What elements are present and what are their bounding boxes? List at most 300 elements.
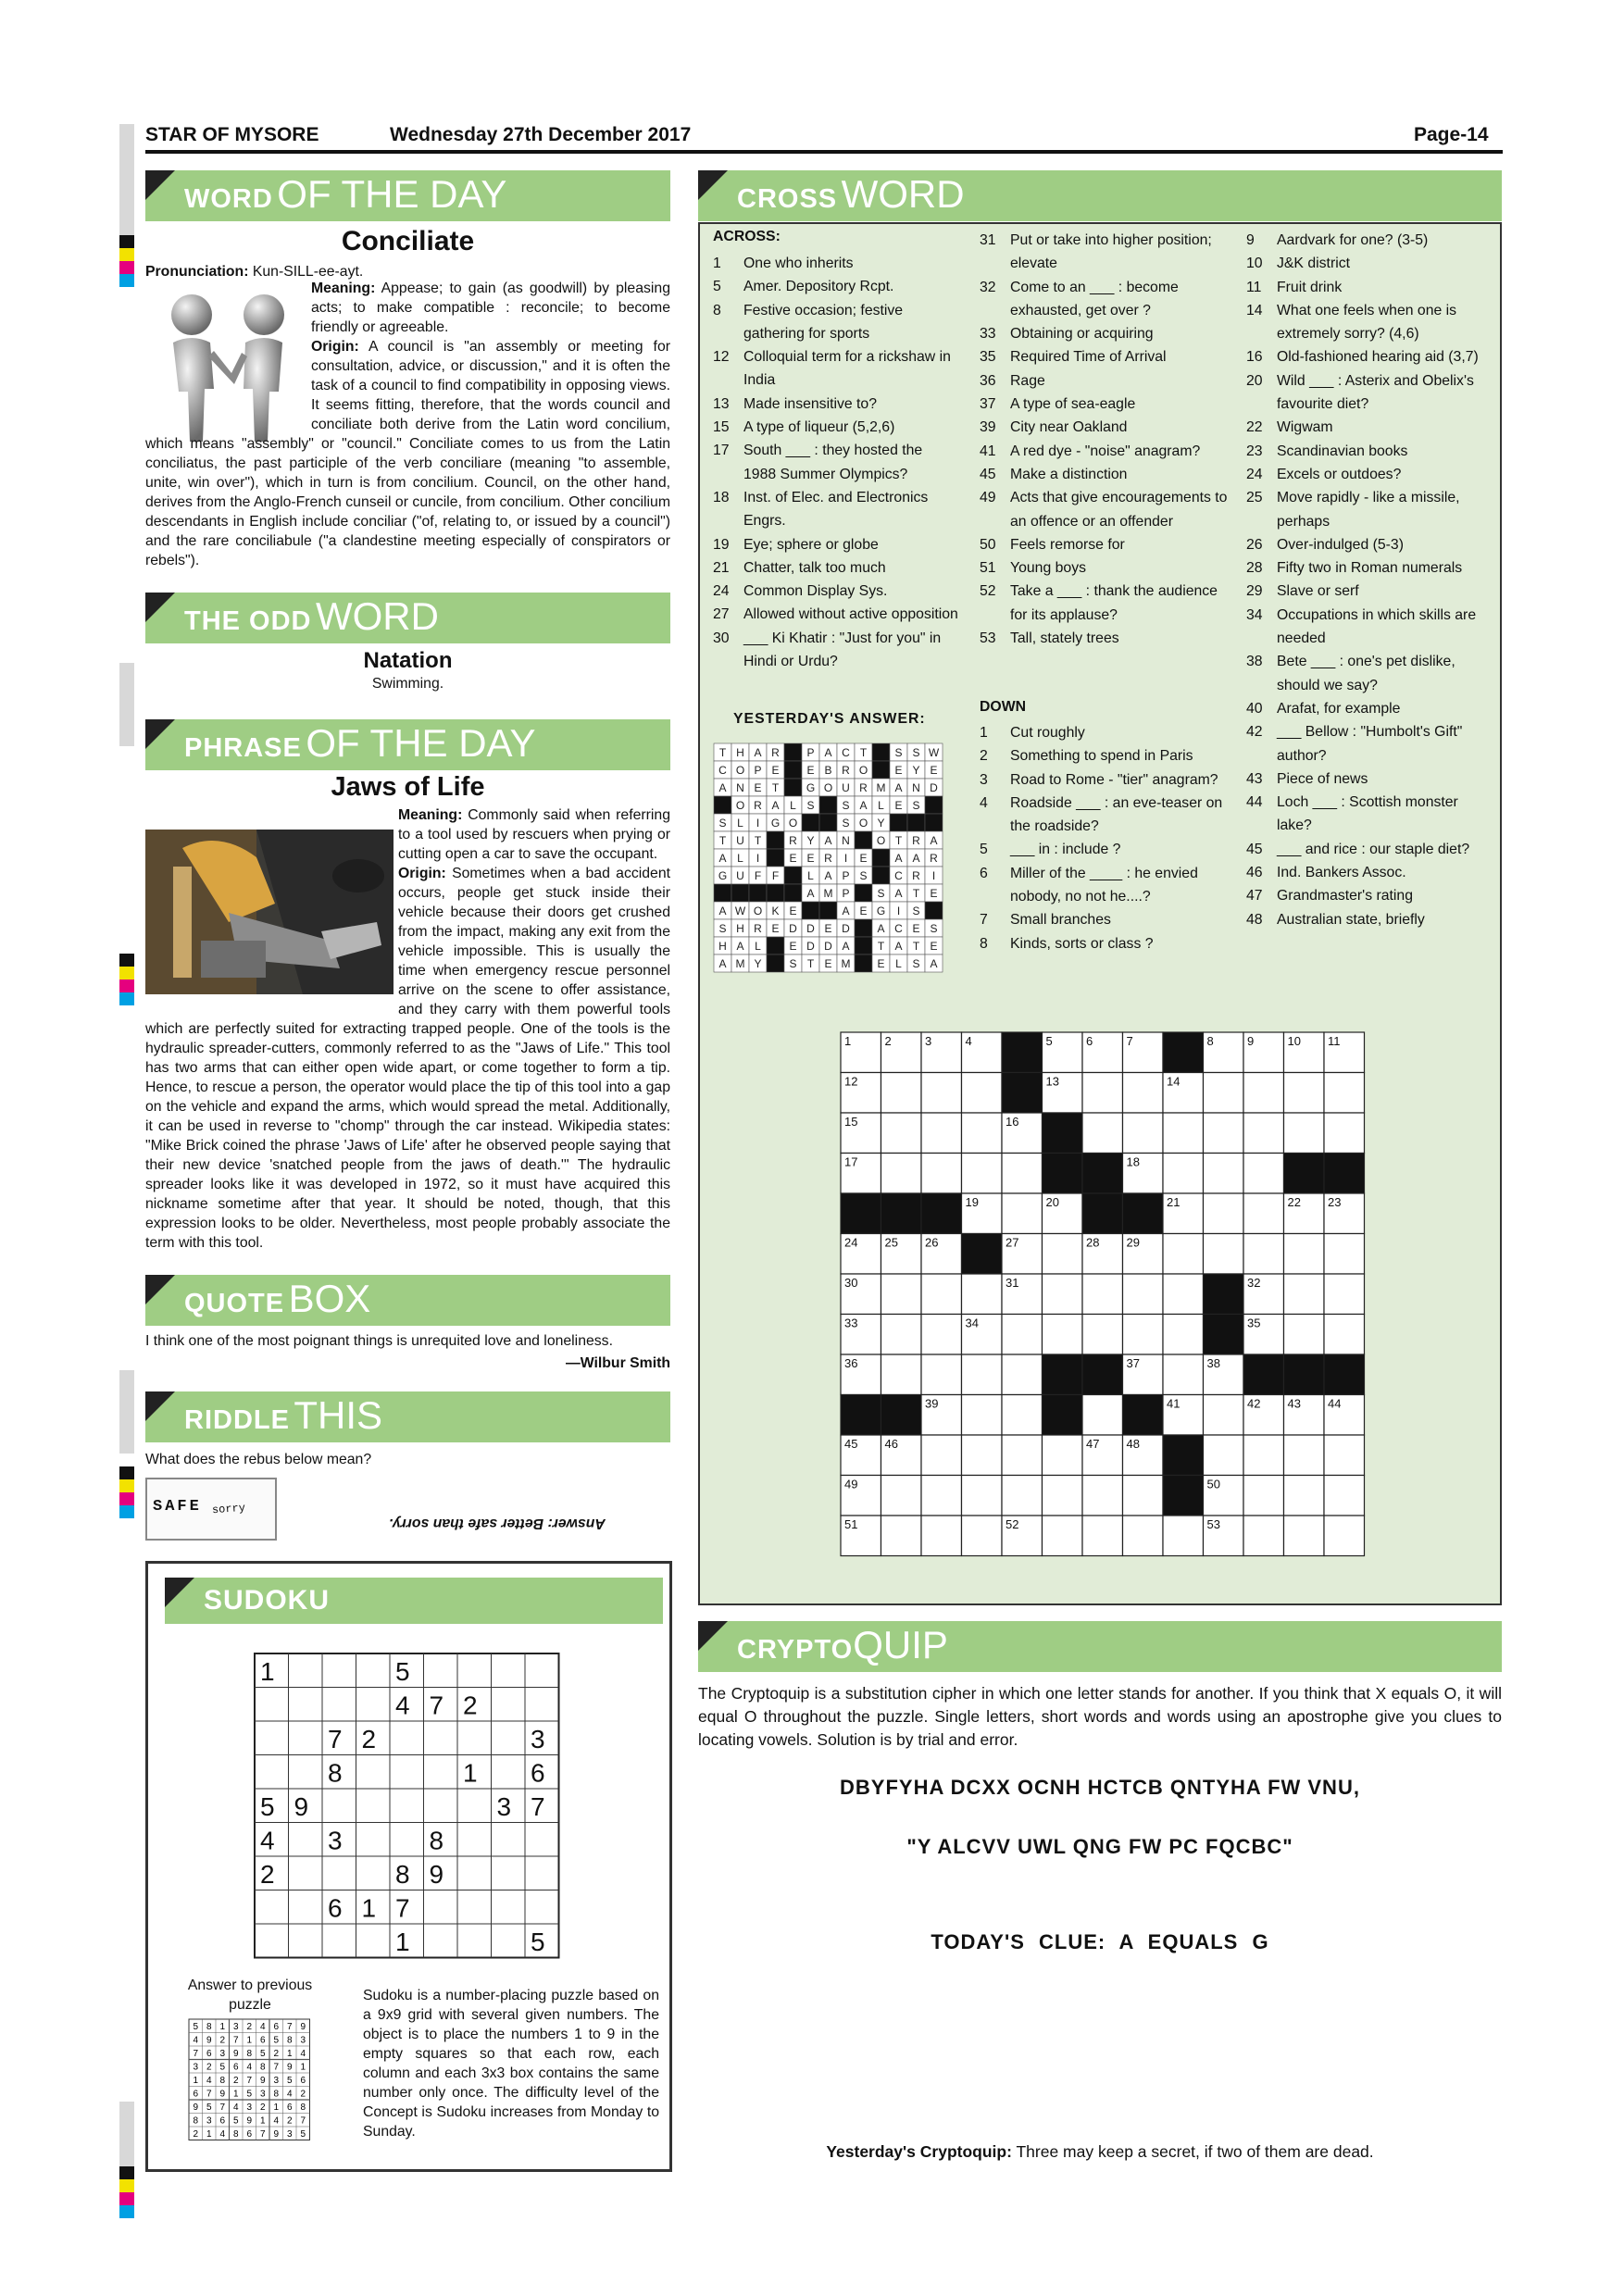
clue: [713, 439, 958, 486]
sudoku-cell[interactable]: [290, 1756, 322, 1789]
crossword-cell[interactable]: [1163, 1274, 1204, 1315]
registration-bar: [119, 261, 134, 274]
clue-text: Miller of the ____ : he envied nobody, no not he....?: [1010, 865, 1198, 905]
sudoku-answer-digit: 9: [219, 2089, 226, 2100]
sudoku-answer-digit: 1: [232, 2089, 239, 2100]
clue-text: Kinds, sorts or class ?: [1010, 935, 1154, 952]
sudoku-answer-digit: 8: [300, 2103, 306, 2113]
sudoku-cell[interactable]: [391, 1756, 423, 1789]
crossword-cell[interactable]: [1123, 1315, 1164, 1355]
sudoku-cell[interactable]: [425, 1722, 457, 1754]
sudoku-cell[interactable]: [458, 1925, 491, 1957]
answer-letter: S: [912, 746, 920, 759]
sudoku-given: 2: [463, 1691, 478, 1720]
crossword-cell[interactable]: [1163, 1154, 1204, 1194]
sudoku-cell[interactable]: [493, 1824, 525, 1856]
sudoku-cell[interactable]: [323, 1654, 356, 1687]
registration-bar: [119, 954, 134, 967]
sudoku-cell[interactable]: [357, 1654, 390, 1687]
clue: [1246, 556, 1496, 580]
registration-bar: [119, 992, 134, 1005]
answer-letter: A: [894, 887, 903, 900]
across-clues-col2: [980, 229, 1230, 650]
clue-text: Make a distinction: [1010, 466, 1128, 482]
crossword-cell[interactable]: [1002, 1193, 1043, 1234]
clue-text: Cut roughly: [1010, 725, 1085, 741]
clue-number: 18: [713, 489, 730, 505]
clue-number: 32: [980, 279, 996, 295]
answer-letter: G: [718, 869, 728, 882]
clue: [713, 603, 958, 626]
clue: [1246, 720, 1496, 767]
sudoku-answer-digit: 7: [206, 2089, 212, 2100]
answer-letter: M: [735, 957, 745, 970]
clue-number: 39: [980, 419, 996, 436]
black-square: [767, 955, 784, 972]
clue-number: 19: [713, 536, 730, 553]
crossword-cell[interactable]: [1243, 1154, 1284, 1194]
crossword-cell[interactable]: [1243, 1234, 1284, 1275]
clue-number: 31: [980, 232, 996, 248]
clue-text: ___ Ki Khatir : "Just for you" in Hindi or Urdu?: [743, 630, 942, 670]
cell-number: 35: [1247, 1316, 1261, 1330]
sudoku-cell[interactable]: [425, 1790, 457, 1822]
sudoku-cell[interactable]: [493, 1756, 525, 1789]
sudoku-cell[interactable]: [493, 1925, 525, 1957]
crossword-cell[interactable]: [1163, 1315, 1204, 1355]
sudoku-cell[interactable]: [493, 1654, 525, 1687]
sudoku-answer-digit: 2: [273, 2049, 280, 2059]
black-square: [731, 884, 749, 902]
crossword-cell[interactable]: [1082, 1516, 1123, 1556]
crossword-cell[interactable]: [921, 1516, 962, 1556]
sudoku-given: 4: [395, 1691, 410, 1720]
crossword-cell[interactable]: [1043, 1516, 1083, 1556]
clue-number: 10: [1246, 256, 1263, 272]
sudoku-given: 3: [531, 1725, 545, 1753]
crossword-cell[interactable]: [881, 1516, 922, 1556]
crossword-cell[interactable]: [1204, 1435, 1244, 1476]
sudoku-answer-digit: 2: [193, 2129, 199, 2140]
sudoku-cell[interactable]: [357, 1756, 390, 1789]
crossword-cell[interactable]: [1204, 1395, 1244, 1436]
crossword-cell[interactable]: [1082, 1113, 1123, 1154]
crossword-cell[interactable]: [881, 1315, 922, 1355]
sudoku-cell[interactable]: [290, 1654, 322, 1687]
answer-letter: O: [876, 834, 886, 847]
crossword-cell[interactable]: [1163, 1113, 1204, 1154]
crossword-cell[interactable]: [1324, 1073, 1365, 1114]
answer-letter: D: [842, 922, 850, 935]
sudoku-answer-digit: 7: [246, 2076, 253, 2086]
crossword-cell[interactable]: [1002, 1476, 1043, 1516]
black-square: [921, 1193, 962, 1234]
sudoku-answer-digit: 3: [193, 2062, 199, 2073]
black-square: [1002, 1032, 1043, 1073]
crossword-cell[interactable]: [1043, 1234, 1083, 1275]
sudoku-cell[interactable]: [290, 1689, 322, 1721]
crossword-cell[interactable]: [1284, 1315, 1325, 1355]
crossword-cell[interactable]: [1002, 1154, 1043, 1194]
answer-letter: D: [789, 922, 797, 935]
sudoku-answer-digit: 3: [273, 2076, 280, 2086]
crossword-cell[interactable]: [1204, 1234, 1244, 1275]
crossword-cell[interactable]: [1163, 1516, 1204, 1556]
crossword-cell[interactable]: [1204, 1193, 1244, 1234]
sudoku-cell[interactable]: [290, 1891, 322, 1924]
clue-number: 2: [980, 748, 988, 765]
sudoku-cell[interactable]: [425, 1756, 457, 1789]
crossword-cell[interactable]: [1284, 1435, 1325, 1476]
crossword-cell[interactable]: [881, 1154, 922, 1194]
cell-number: 4: [965, 1034, 972, 1048]
sudoku-cell[interactable]: [526, 1857, 558, 1890]
sudoku-cell[interactable]: [526, 1654, 558, 1687]
sudoku-cell[interactable]: [458, 1857, 491, 1890]
clue: [713, 416, 958, 439]
crossword-cell[interactable]: [1324, 1315, 1365, 1355]
crossword-cell[interactable]: [1082, 1073, 1123, 1114]
answer-letter: E: [806, 764, 815, 777]
crossword-cell[interactable]: [962, 1435, 1003, 1476]
crossword-cell[interactable]: [1043, 1435, 1083, 1476]
clue-text: Chatter, talk too much: [743, 559, 886, 576]
sudoku-answer-digit: 2: [232, 2076, 239, 2086]
cell-number: 30: [844, 1276, 858, 1290]
crossword-cell[interactable]: [1082, 1274, 1123, 1315]
sudoku-answer-digit: 3: [300, 2035, 306, 2046]
clue-text: Bete ___ : one's pet dislike, should we say?: [1277, 654, 1455, 693]
crossword-cell[interactable]: [1284, 1476, 1325, 1516]
clue-number: 24: [713, 583, 730, 600]
clue-number: 1: [980, 725, 988, 741]
crossword-cell[interactable]: [1123, 1113, 1164, 1154]
crossword-cell[interactable]: [1163, 1234, 1204, 1275]
clue-text: Slave or serf: [1277, 583, 1359, 600]
section-label-large: BOX: [288, 1277, 371, 1320]
sudoku-answer-digit: 4: [259, 2022, 266, 2032]
sudoku-cell[interactable]: [458, 1790, 491, 1822]
clue-number: 26: [1246, 536, 1263, 553]
sudoku-cell[interactable]: [458, 1722, 491, 1754]
answer-letter: T: [754, 834, 762, 847]
clue: [713, 533, 958, 556]
clue-text: Loch ___ : Scottish monster lake?: [1277, 794, 1458, 834]
black-square: [1163, 1032, 1204, 1073]
sudoku-answer-digit: 7: [286, 2022, 293, 2032]
sudoku-given: 9: [294, 1792, 309, 1821]
crossword-cell[interactable]: [921, 1476, 962, 1516]
crossword-cell[interactable]: [962, 1516, 1003, 1556]
clue-number: 41: [980, 443, 996, 459]
crossword-cell[interactable]: [962, 1113, 1003, 1154]
clue: [980, 369, 1230, 393]
clue-number: 34: [1246, 606, 1263, 623]
sudoku-answer-digit: 5: [300, 2129, 306, 2140]
clue: [1246, 416, 1496, 439]
answer-letter: G: [806, 781, 816, 794]
answer-letter: R: [912, 834, 920, 847]
sudoku-answer-digit: 3: [232, 2022, 239, 2032]
sudoku-cell[interactable]: [323, 1689, 356, 1721]
crossword-cell[interactable]: [1002, 1395, 1043, 1436]
sudoku-cell[interactable]: [256, 1689, 288, 1721]
sudoku-description: Sudoku is a number-placing puzzle based on a 9x9 grid with several given numbers. The object is to place the numbers 1 to 9 in the empty squares so that each row, each column and each 3x3 box contains the same number only once. The difficulty level of the Concept is Sudoku increases from Monday to Sunday.: [363, 1988, 659, 2140]
sudoku-cell[interactable]: [357, 1824, 390, 1856]
clue: [713, 556, 958, 580]
black-square: [819, 902, 837, 919]
sudoku-cell[interactable]: [357, 1790, 390, 1822]
clue: [980, 416, 1230, 439]
crossword-cell[interactable]: [962, 1073, 1003, 1114]
clue: [713, 299, 958, 346]
clue: [980, 393, 1230, 416]
crossword-cell[interactable]: [921, 1154, 962, 1194]
sudoku-cell[interactable]: [493, 1722, 525, 1754]
sudoku-cell[interactable]: [458, 1654, 491, 1687]
clue-text: ___ and rice : our staple diet?: [1277, 841, 1470, 857]
crossword-cell[interactable]: [1204, 1154, 1244, 1194]
clue-text: ___ Bellow : "Humbolt's Gift" author?: [1277, 724, 1463, 764]
crossword-cell[interactable]: [1123, 1516, 1164, 1556]
black-square: [881, 1193, 922, 1234]
crossword-cell[interactable]: [1243, 1435, 1284, 1476]
sudoku-answer-digit: 2: [286, 2115, 293, 2127]
cell-number: 41: [1167, 1396, 1181, 1411]
sudoku-answer-digit: 8: [246, 2049, 253, 2059]
sudoku-cell[interactable]: [425, 1654, 457, 1687]
crossword-cell[interactable]: [1082, 1395, 1123, 1436]
answer-letter: B: [824, 764, 832, 777]
sudoku-cell[interactable]: [493, 1689, 525, 1721]
phrase-meaning: Meaning: Commonly said when referring to a tool used by rescuers when prying or cutting open a car to save the occupant. Origin: Sometimes when a bad accident occurs, people get stuck inside their vehicle because their doors get crushed from the impact, making any exit from the vehicle impossible. This is usually the time when emergency rescue personnel arrive on the scene to offer assistance, and they carry with them powerful tools which are perfectly suited for extracting trapped people. One of the tools is the hydraulic spreader-cutters, commonly referred to as the "Jaws of Life." This tool has two arms that can either open wide apart, or come together to form a tip. Hence, to rescue a person, the operator would place the tip of this tool into a gap on the vehicle and expand the arms, which would spread the metal. Additionally, it can be used in reverse to "chomp" through the car instead. Wikipedia states: "Mike Brick coined the phrase 'Jaws of Life' after he observed people saying that their new device 'snatched people from the jaws of death.'" The hydraulic spreader looks like it was developed in 1972, so it must have acquired this nickname sometime after that year. It should be noted, though, that this expression looks to be older. Nevertheless, most people probably associate the term with this tool.: [145, 807, 670, 1251]
cell-number: 26: [925, 1235, 939, 1250]
crossword-cell[interactable]: [881, 1274, 922, 1315]
sudoku-cell[interactable]: [391, 1824, 423, 1856]
crossword-cell[interactable]: [1082, 1315, 1123, 1355]
crossword-cell[interactable]: [1284, 1073, 1325, 1114]
crossword-cell[interactable]: [881, 1113, 922, 1154]
crossword-cell[interactable]: [1043, 1274, 1083, 1315]
answer-letter: A: [824, 746, 832, 759]
crossword-cell[interactable]: [921, 1354, 962, 1395]
crossword-grid[interactable]: [839, 1030, 1367, 1558]
crossword-cell[interactable]: [962, 1395, 1003, 1436]
sudoku-answer-digit: 7: [232, 2035, 239, 2046]
clue-text: ___ in : include ?: [1010, 842, 1121, 858]
sudoku-cell[interactable]: [323, 1925, 356, 1957]
crossword-cell[interactable]: [1123, 1073, 1164, 1114]
black-square: [890, 814, 907, 831]
answer-letter: A: [771, 799, 780, 812]
clue-number: 35: [980, 349, 996, 366]
clue: [1246, 229, 1496, 252]
crossword-cell[interactable]: [1243, 1193, 1284, 1234]
crossword-cell[interactable]: [1243, 1113, 1284, 1154]
crossword-cell[interactable]: [921, 1435, 962, 1476]
clue: [980, 463, 1230, 486]
sudoku-cell[interactable]: [323, 1857, 356, 1890]
crossword-cell[interactable]: [881, 1476, 922, 1516]
sudoku-cell[interactable]: [290, 1824, 322, 1856]
sudoku-cell[interactable]: [425, 1925, 457, 1957]
clue: [980, 908, 1230, 931]
crossword-cell[interactable]: [1163, 1354, 1204, 1395]
section-cryptoquip-header: [698, 1621, 1502, 1672]
crossword-cell[interactable]: [1082, 1476, 1123, 1516]
crossword-cell[interactable]: [1002, 1435, 1043, 1476]
black-square: [907, 814, 925, 831]
sudoku-cell[interactable]: [290, 1722, 322, 1754]
crossword-cell[interactable]: [1324, 1476, 1365, 1516]
clue-number: 36: [980, 372, 996, 389]
clue: [980, 322, 1230, 345]
clue: [1246, 604, 1496, 651]
clue: [713, 252, 958, 275]
clue-text: A type of liqueur (5,2,6): [743, 419, 895, 436]
sudoku-cell[interactable]: [493, 1857, 525, 1890]
answer-letter: Y: [877, 817, 885, 830]
sudoku-given: 7: [429, 1691, 444, 1720]
crossword-cell[interactable]: [921, 1113, 962, 1154]
down-clues-col2: [980, 721, 1230, 955]
sudoku-cell[interactable]: [323, 1790, 356, 1822]
answer-letter: I: [896, 905, 901, 917]
sudoku-cell[interactable]: [357, 1857, 390, 1890]
clue-number: 46: [1246, 865, 1263, 881]
answer-letter: A: [718, 905, 727, 917]
sudoku-answer-grid: [188, 2018, 313, 2143]
crossword-cell[interactable]: [962, 1354, 1003, 1395]
answer-letter: I: [843, 852, 848, 865]
crossword-cell[interactable]: [1123, 1274, 1164, 1315]
crossword-cell[interactable]: [1204, 1113, 1244, 1154]
answer-letter: A: [718, 852, 727, 865]
crossword-cell[interactable]: [1324, 1435, 1365, 1476]
answer-letter: E: [824, 957, 832, 970]
clue-text: Over-indulged (5-3): [1277, 536, 1404, 553]
crossword-cell[interactable]: [1324, 1274, 1365, 1315]
crossword-cell[interactable]: [1002, 1315, 1043, 1355]
clue-number: 17: [713, 443, 730, 459]
answer-letter: T: [771, 781, 780, 794]
crossword-cell[interactable]: [1284, 1113, 1325, 1154]
black-square: [855, 955, 872, 972]
sudoku-answer-digit: 7: [300, 2115, 306, 2127]
sudoku-cell[interactable]: [391, 1722, 423, 1754]
crossword-cell[interactable]: [921, 1274, 962, 1315]
crossword-cell[interactable]: [1324, 1234, 1365, 1275]
answer-letter: P: [842, 869, 850, 882]
crossword-cell[interactable]: [921, 1073, 962, 1114]
crossword-cell[interactable]: [962, 1154, 1003, 1194]
black-square: [714, 884, 731, 902]
sudoku-cell[interactable]: [256, 1891, 288, 1924]
sudoku-given: 1: [463, 1758, 478, 1788]
sudoku-cell[interactable]: [391, 1790, 423, 1822]
sudoku-grid[interactable]: [253, 1652, 560, 1959]
sudoku-answer-digit: 8: [273, 2089, 280, 2100]
sudoku-cell[interactable]: [256, 1756, 288, 1789]
clue-number: 28: [1246, 560, 1263, 577]
crossword-cell[interactable]: [881, 1354, 922, 1395]
answer-letter: O: [735, 799, 745, 812]
black-square: [1284, 1354, 1325, 1395]
crossword-cell[interactable]: [1284, 1274, 1325, 1315]
crossword-cell[interactable]: [1243, 1073, 1284, 1114]
section-label-large: THIS: [294, 1393, 383, 1437]
sudoku-cell[interactable]: [458, 1891, 491, 1924]
crossword-cell[interactable]: [1284, 1234, 1325, 1275]
crossword-cell[interactable]: [1043, 1476, 1083, 1516]
crossword-cell[interactable]: [1324, 1516, 1365, 1556]
sudoku-cell[interactable]: [290, 1857, 322, 1890]
clue: [1246, 838, 1496, 861]
sudoku-cell[interactable]: [425, 1891, 457, 1924]
crossword-cell[interactable]: [1123, 1476, 1164, 1516]
black-square: [925, 902, 943, 919]
sudoku-cell[interactable]: [256, 1925, 288, 1957]
sudoku-cell[interactable]: [526, 1824, 558, 1856]
answer-letter: I: [756, 852, 760, 865]
crossword-cell[interactable]: [1243, 1516, 1284, 1556]
crossword-cell[interactable]: [881, 1073, 922, 1114]
clue-number: 8: [980, 935, 988, 952]
crossword-cell[interactable]: [1243, 1476, 1284, 1516]
black-square: [855, 884, 872, 902]
sudoku-answer-digit: 7: [219, 2103, 226, 2113]
clue: [1246, 767, 1496, 791]
clue-text: Put or take into higher position; elevate: [1010, 232, 1212, 272]
registration-bar: [119, 1479, 134, 1492]
sudoku-cell[interactable]: [493, 1891, 525, 1924]
section-label-large: WORD: [315, 594, 439, 638]
sudoku-cell[interactable]: [290, 1925, 322, 1957]
across-title: ACROSS:: [713, 229, 781, 244]
crossword-cell[interactable]: [1043, 1315, 1083, 1355]
sudoku-given: 5: [260, 1792, 275, 1821]
crossword-cell[interactable]: [1324, 1113, 1365, 1154]
sudoku-cell[interactable]: [526, 1689, 558, 1721]
clue: [713, 486, 958, 533]
sudoku-cell[interactable]: [458, 1824, 491, 1856]
sudoku-cell[interactable]: [256, 1722, 288, 1754]
registration-bar: [119, 274, 134, 287]
sudoku-answer-digit: 6: [259, 2035, 266, 2046]
sudoku-cell[interactable]: [357, 1925, 390, 1957]
crossword-cell[interactable]: [1204, 1073, 1244, 1114]
clue-number: 33: [980, 326, 996, 343]
answer-letter: H: [718, 940, 727, 953]
crossword-cell[interactable]: [1002, 1354, 1043, 1395]
sudoku-cell[interactable]: [357, 1689, 390, 1721]
sudoku-cell[interactable]: [526, 1891, 558, 1924]
crossword-cell[interactable]: [962, 1274, 1003, 1315]
black-square: [1082, 1354, 1123, 1395]
down-title: DOWN: [980, 699, 1027, 715]
clue-text: Festive occasion; festive gathering for sports: [743, 302, 904, 342]
answer-letter: A: [877, 922, 885, 935]
crossword-cell[interactable]: [962, 1476, 1003, 1516]
crossword-cell[interactable]: [1284, 1516, 1325, 1556]
crossword-cell[interactable]: [921, 1315, 962, 1355]
answer-letter: P: [806, 746, 815, 759]
cell-number: 1: [844, 1034, 852, 1048]
clue-number: 5: [980, 842, 988, 858]
answer-letter: T: [912, 887, 920, 900]
black-square: [784, 743, 802, 761]
clue-text: A red dye - "noise" anagram?: [1010, 443, 1201, 459]
